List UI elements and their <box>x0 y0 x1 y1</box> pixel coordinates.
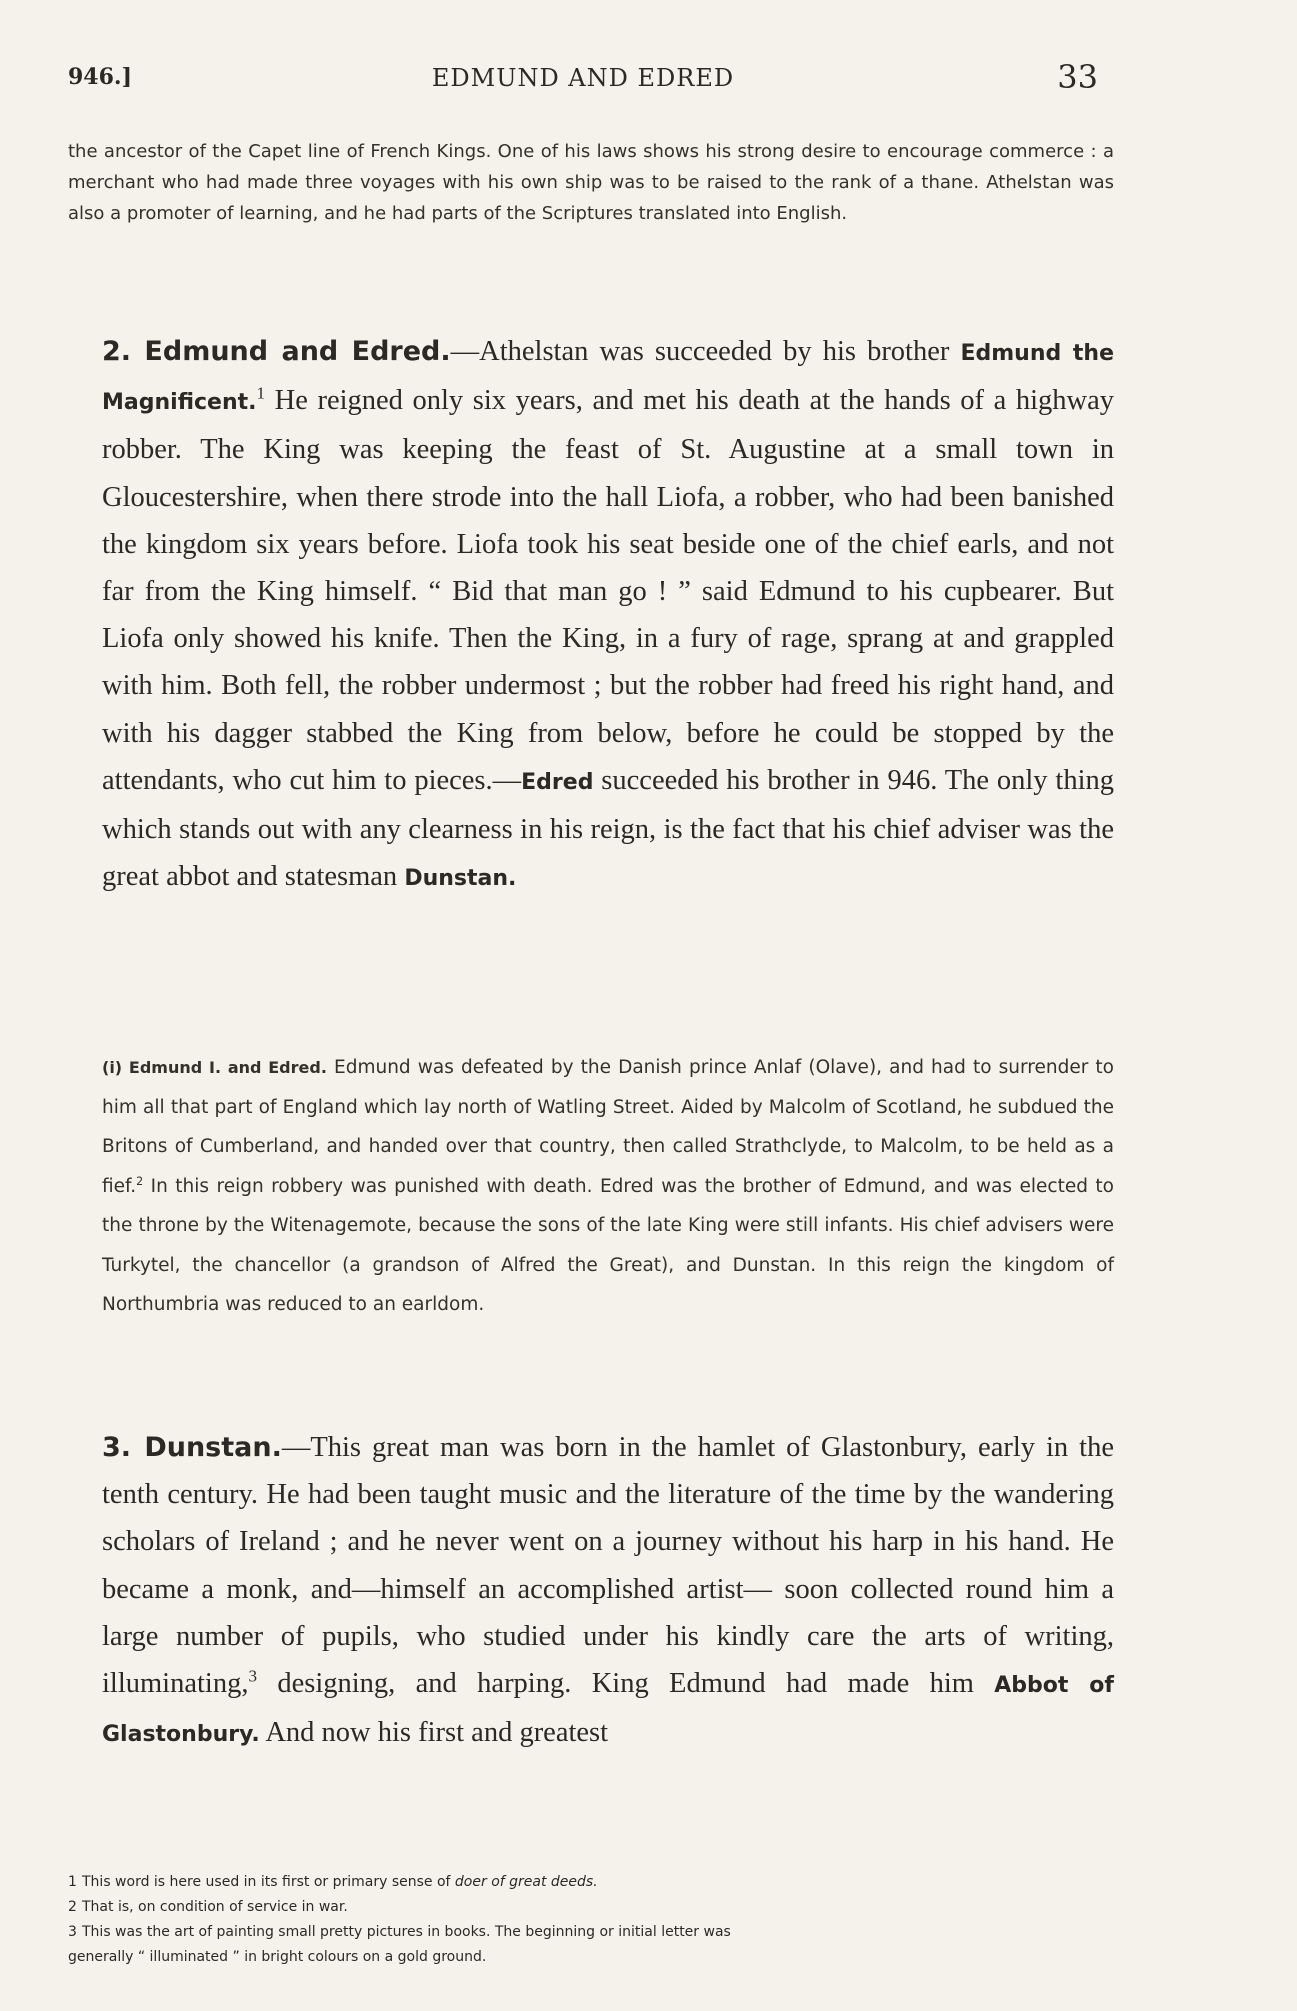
footnotes <box>68 1870 1108 1970</box>
section-3-heading: 3. Dunstan. <box>102 1432 282 1463</box>
section-3-paragraph <box>102 1424 1114 1758</box>
note-label: (i) Edmund I. and Edred. <box>102 1058 327 1077</box>
note-text-a: Edmund was defeated by the Danish prince Anlaf (Olave), and had to surrender to him all that part of England which lay north of Watling Street. Aided by Malcolm of Scotland, he subdued the Britons of Cumberland, and handed over that country, then called Strathclyde, to Malcolm, to be held as a fief. <box>102 1057 1115 1197</box>
footnote-ref-2: 2 <box>136 1174 144 1188</box>
section-2-text-a: —Athelstan was succeeded by his brother <box>450 336 961 367</box>
section-3-text-c: And now his first and greatest <box>259 1717 609 1749</box>
section-3-text-a: —This great man was born in the hamlet of Glastonbury, early in the tenth century. He had been taught music and the literature of the time by the wandering scholars of Ireland ; and he never went on a journey without his harp in his hand. He became a monk, and—himself an accomplished artist— soon collected round him a large number of pupils, who studied under his kindly care the arts of writing, illuminating, <box>102 1432 1114 1700</box>
note-paragraph <box>102 1048 1114 1325</box>
section-2-bold-c: Dunstan. <box>404 866 517 892</box>
section-2-heading: 2. Edmund and Edred. <box>102 336 451 367</box>
footnote-ref-3: 3 <box>248 1666 257 1686</box>
section-2-text-b: He reigned only six years, and met his death at the hands of a highway robber. The King was keeping the feast of St. Augustine at a small town in Gloucestershire, when there strode into the hall Liofa, a robber, who had been banished the kingdom six years before. Liofa took his seat beside one of the chief earls, and not far from the King himself. “ Bid that man go ! ” said Edmund to his cupbearer. But Liofa only showed his knife. Then the King, in a fury of rage, sprang at and grappled with him. Both fell, the robber undermost ; but the robber had freed his right hand, and with his dagger stabbed the King from below, before he could be stopped by the attendants, who cut him to pieces.— <box>102 385 1114 796</box>
footnote-1: 1 This word is here used in its first or primary sense of doer of great deeds. <box>68 1874 598 1890</box>
section-2-paragraph <box>102 328 1114 902</box>
section-2-bold-b: Edred <box>521 769 594 795</box>
header-year: 946.] <box>68 64 132 90</box>
section-3-bold: Abbot of Glastonbury. <box>102 1673 1114 1748</box>
footnote-ref-1: 1 <box>256 383 266 403</box>
section-2-text-c: succeeded his brother in 946. The only thing which stands out with any clearness in his reign, is the fact that his chief adviser was the great abbot and statesman <box>102 764 1114 893</box>
page-number: 33 <box>1057 58 1098 96</box>
footnote-3: 3 This was the art of painting small pretty pictures in books. The beginning or initial letter was <box>68 1924 731 1940</box>
footnote-2: 2 That is, on condition of service in war. <box>68 1899 348 1915</box>
header-title: EDMUND AND EDRED <box>431 64 735 92</box>
running-header <box>68 58 1098 98</box>
section-2-bold-a: Edmund the Magnificent. <box>102 341 1114 416</box>
footnote-3-continued: generally “ illuminated ” in bright colours on a gold ground. <box>68 1949 487 1965</box>
section-3-text-b: designing, and harping. King Edmund had made him <box>257 1668 995 1700</box>
note-text-b: In this reign robbery was punished with death. Edred was the brother of Edmund, and was elected to the throne by the Witenagemote, because the sons of the late King were still infants. His chief advisers were Turkytel, the chancellor (a grandson of Alfred the Great), and Dunstan. In this reign the kingdom of Northumbria was reduced to an earldom. <box>102 1175 1114 1315</box>
intro-paragraph: the ancestor of the Capet line of French Kings. One of his laws shows his strong desire to encourage commerce : a merchant who had made three voyages with his own ship was to be raised to the rank of a thane. Athelstan was also a promoter of learning, and he had parts of the Scriptures translated into English. <box>68 141 1114 224</box>
